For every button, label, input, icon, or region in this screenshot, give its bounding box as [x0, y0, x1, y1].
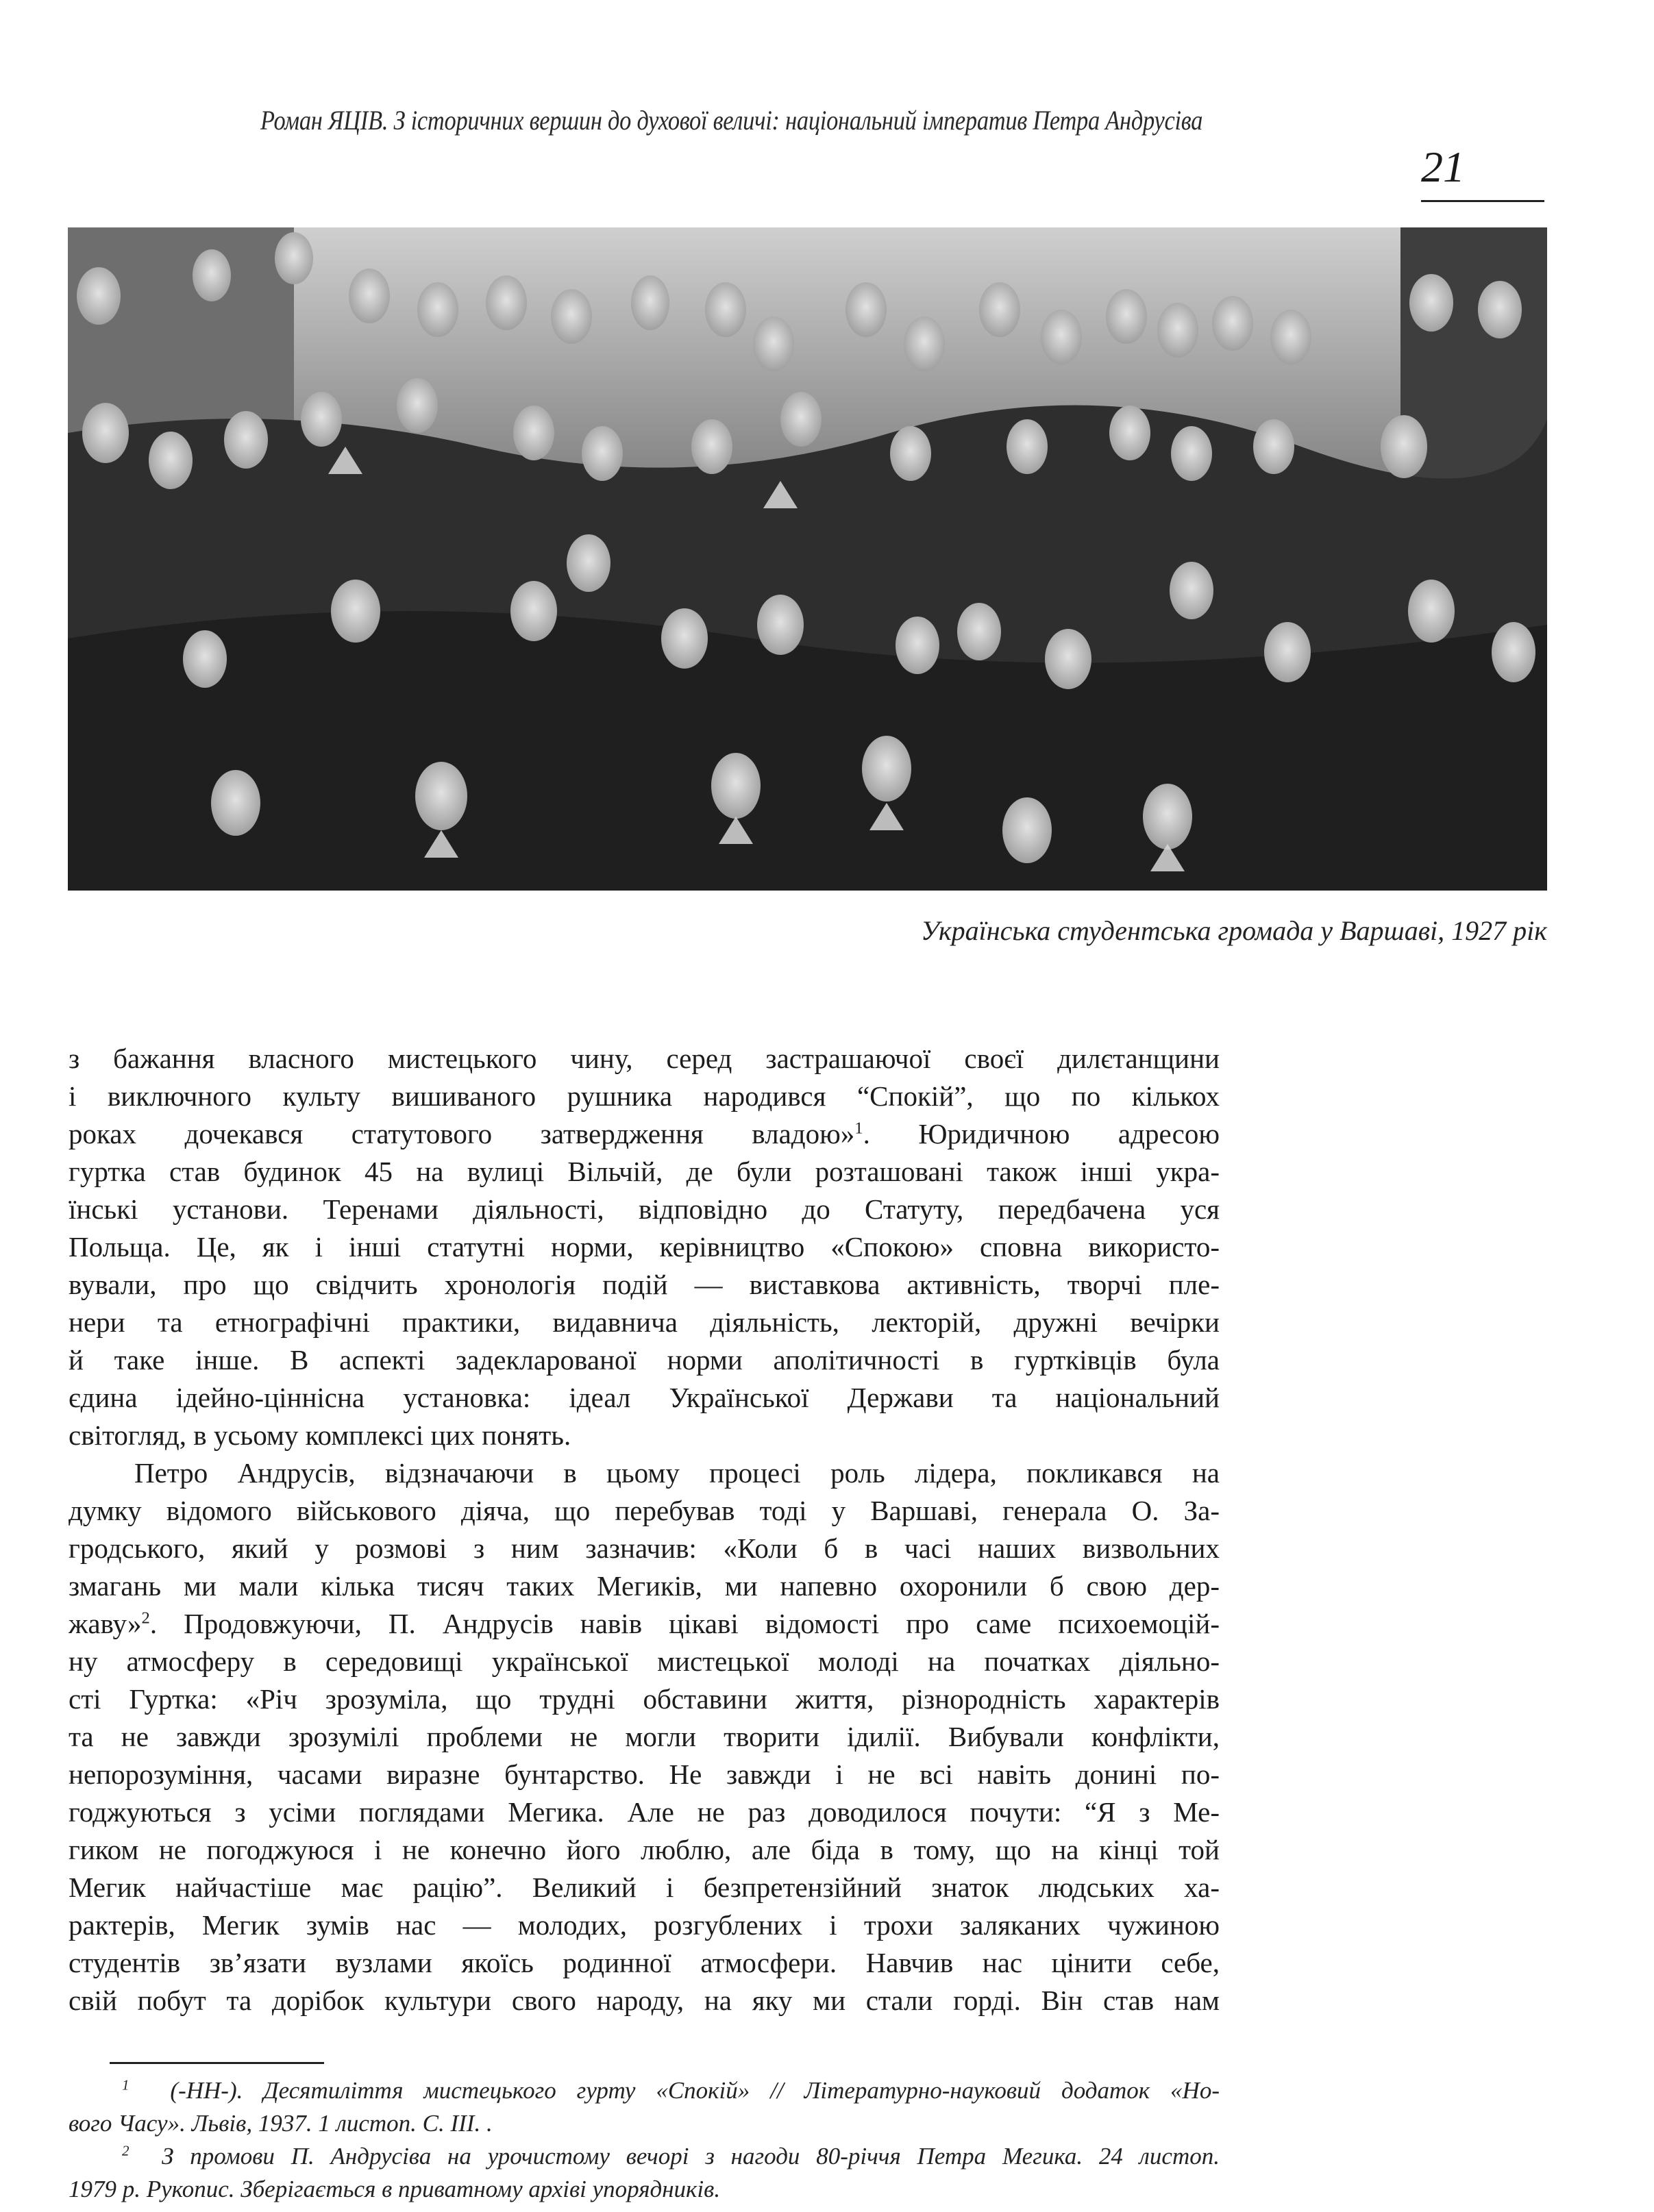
text-line: гиком не погоджуюся і не конечно його люблю, але біда в тому, що на кінці той	[69, 1834, 1220, 1865]
body-text	[69, 1040, 1220, 2020]
page-number-rule	[1421, 200, 1544, 202]
text-line: гуртка став будинок 45 на вулиці Вільчій, де були розташовані також інші укра-	[69, 1156, 1220, 1187]
text-line: годжуються з усіми поглядами Мегика. Але не раз доводилося почути: “Я з Ме-	[69, 1796, 1220, 1828]
text-line: непорозуміння, часами виразне бунтарство. Не завжди і не всі навіть донині по-	[69, 1759, 1220, 1790]
footnote-number: 1	[122, 2076, 129, 2093]
text-line: вували, про що свідчить хронологія подій — виставкова активність, творчі пле-	[69, 1269, 1220, 1300]
footnote-line	[69, 2074, 1220, 2107]
footnote-line: 1979 р. Рукопис. Зберігається в приватному архіві упорядників.	[69, 2176, 721, 2202]
footnote-ref-2[interactable]: 2	[141, 1608, 150, 1628]
text-line: гродського, який у розмові з ним зазначив: «Коли б в часі наших визвольних	[69, 1532, 1220, 1564]
footnotes	[69, 2074, 1220, 2206]
text-line: світогляд, в усьому комплексі цих понять.	[69, 1419, 571, 1451]
text-line: Мегик найчастіше має рацію”. Великий і безпретензійний знаток людських ха-	[69, 1872, 1220, 1903]
footnote-text: (-НН-). Десятиліття мистецького гурту «Спокій» // Літературно-науковий додаток «Но-	[170, 2077, 1220, 2104]
footnote-divider	[110, 2062, 324, 2064]
paragraph-1	[69, 1040, 1220, 1454]
page-number: 21	[1421, 142, 1465, 191]
footnote-text: З промови П. Андрусіва на урочистому вечорі з нагоди 80-річчя Петра Мегика. 24 листоп.	[162, 2143, 1220, 2170]
group-photograph	[68, 227, 1547, 891]
text-line: й таке інше. В аспекті задекларованої норми аполітичності в гуртківців була	[69, 1344, 1220, 1376]
text-line: ну атмосферу в середовищі української мистецької молоді на початках діяльно-	[69, 1645, 1220, 1677]
text-line: рактерів, Мегик зумів нас — молодих, розгублених і трохи заляканих чужиною	[69, 1909, 1220, 1941]
text-line: єдина ідейно-ціннісна установка: ідеал Української Держави та національний	[69, 1382, 1220, 1413]
text-line: їнські установи. Теренами діяльності, відповідно до Статуту, передбачена уся	[69, 1193, 1220, 1225]
footnote-1	[69, 2074, 1220, 2140]
text-line: і виключного культу вишиваного рушника народився “Спокій”, що по кількох	[69, 1080, 1220, 1112]
footnote-2	[69, 2140, 1220, 2206]
paragraph-2	[69, 1454, 1220, 2020]
text-line: з бажання власного мистецького чину, серед застрашаючої своєї дилєтанщини	[69, 1043, 1220, 1074]
footnote-number: 2	[122, 2142, 129, 2159]
footnote-line	[69, 2140, 1220, 2173]
text-line: сті Гуртка: «Річ зрозуміла, що трудні обставини життя, різнородність характерів	[69, 1683, 1220, 1715]
text-line: Петро Андрусів, відзначаючи в цьому процесі роль лідера, покликався на	[134, 1457, 1220, 1489]
text-line: студентів зв’язати вузлами якоїсь родинної атмосфери. Навчив нас цінити себе,	[69, 1947, 1220, 1978]
footnote-ref-1[interactable]: 1	[854, 1119, 863, 1138]
text-line: Польща. Це, як і інші статутні норми, керівництво «Спокою» сповна використо-	[69, 1231, 1220, 1263]
text-line: нери та етнографічні практики, видавнича діяльність, лекторій, дружні вечірки	[69, 1306, 1220, 1338]
text-line: змагань ми мали кілька тисяч таких Мегиків, ми напевно охоронили б свою дер-	[69, 1570, 1220, 1602]
text-line-with-footnote-ref	[69, 1605, 1220, 1643]
text-segment: . Юридичною адресою	[863, 1118, 1220, 1150]
text-line: та не завжди зрозумілі проблеми не могли творити ідилії. Вибували конфлікти,	[69, 1721, 1220, 1752]
photo-illustration	[68, 227, 1547, 891]
footnote-line: вого Часу». Львів, 1937. 1 листоп. С. ІІІ. .	[69, 2110, 493, 2137]
photo-caption: Українська студентська громада у Варшаві, 1927 рік	[921, 915, 1547, 946]
text-line: свій побут та дорібок культури свого народу, на яку ми стали горді. Він став нам	[69, 1985, 1220, 2016]
running-header-title: Роман ЯЦІВ. З історичних вершин до духової величі: національний імператив Петра Андрусіва	[260, 105, 1203, 136]
text-line-with-footnote-ref	[69, 1115, 1220, 1153]
text-line: думку відомого військового діяча, що перебував тоді у Варшаві, генерала О. За-	[69, 1495, 1220, 1526]
text-segment: . Продовжуючи, П. Андрусів навів цікаві відомості про саме психоемоцій-	[149, 1608, 1220, 1639]
text-segment: жаву»	[69, 1608, 142, 1639]
text-segment: роках дочекався статутового затвердження владою»	[69, 1118, 855, 1150]
